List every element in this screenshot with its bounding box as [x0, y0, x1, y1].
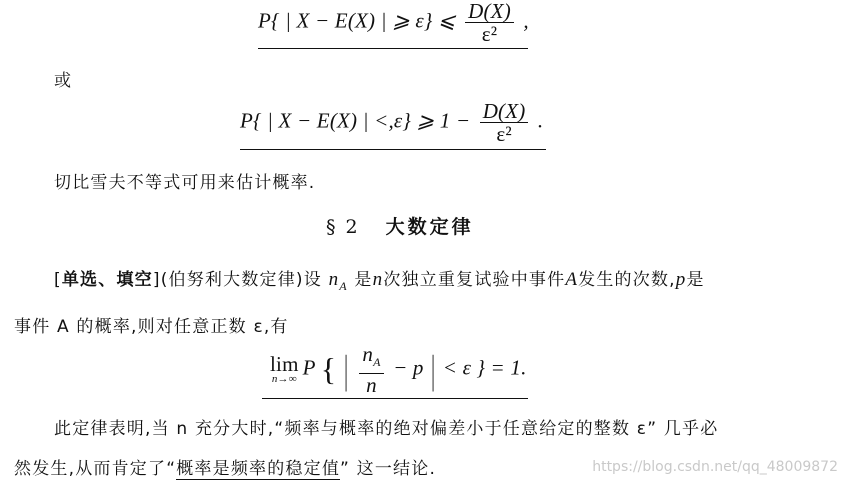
var-p: p	[675, 269, 687, 290]
var-A: A	[565, 269, 579, 290]
formula-chebyshev-lower	[240, 100, 543, 145]
left-brace: {	[320, 351, 337, 388]
theorem-line1-b: 是	[354, 270, 373, 290]
abs-bar-left: |	[343, 346, 348, 392]
explanation-line2-a: 然发生,从而肯定了“	[14, 459, 177, 479]
var-nA: $n_A$	[328, 269, 348, 293]
formula2-fraction	[480, 100, 529, 145]
section-heading	[326, 212, 474, 239]
theorem-tag-open: [	[54, 270, 62, 290]
formula3-fraction	[359, 343, 383, 396]
section-mark: § 2	[326, 216, 360, 238]
abs-bar-right: |	[431, 346, 436, 392]
formula2-tail: .	[537, 108, 544, 133]
theorem-tag: 单选、填空	[61, 270, 153, 290]
explanation-line2-b: ” 这一结论.	[340, 459, 437, 479]
var-nA-sub: A	[339, 278, 348, 293]
formula2-denominator: ε²	[496, 122, 512, 146]
lim-word: lim	[270, 352, 299, 377]
theorem-line1-c: 次独立重复试验中事件	[383, 270, 566, 290]
theorem-tag-close: ]	[152, 270, 161, 290]
theorem-line-1	[54, 265, 705, 294]
theorem-line-2: 事件 A 的概率,则对任意正数 ε,有	[14, 317, 289, 337]
formula3-minus-p: − p	[393, 355, 424, 380]
theorem-line1-e: 是	[686, 270, 705, 290]
explanation-line-2	[14, 454, 436, 479]
var-n: n	[372, 269, 384, 290]
formula2-numerator: D(X)	[480, 100, 529, 123]
formula2-left: P{ | X − E(X) | <,ε} ⩾ 1 −	[240, 108, 471, 133]
formula3-numerator: $n_A$	[359, 343, 383, 374]
conclusion-highlight: 概率是频率的稳定值	[176, 459, 341, 479]
formula1-underline	[258, 48, 528, 49]
theorem-line1-a: 设	[303, 270, 322, 290]
formula1-numerator: D(X)	[465, 0, 514, 23]
explanation-line-1: 此定律表明,当 n 充分大时,“频率与概率的绝对偏差小于任意给定的整数 ε” 几乎必	[54, 419, 719, 439]
formula3-denominator: n	[366, 373, 377, 398]
formula3-P: P	[302, 355, 316, 380]
formula3-tail: < ε } = 1.	[442, 355, 527, 380]
lim-block	[270, 354, 299, 385]
formula-chebyshev-upper	[258, 0, 529, 45]
theorem-line1-d: 发生的次数,	[578, 270, 676, 290]
formula1-left: P{ | X − E(X) | ⩾ ε} ⩽	[258, 8, 456, 33]
formula-bernoulli	[270, 343, 527, 396]
chebyshev-note: 切比雪夫不等式可用来估计概率.	[54, 173, 316, 193]
formula1-tail: ,	[523, 8, 529, 33]
or-word: 或	[54, 71, 73, 91]
theorem-name: (伯努利大数定律)	[160, 270, 304, 290]
formula1-denominator: ε²	[481, 22, 498, 46]
section-title: 大数定律	[385, 216, 474, 238]
watermark: https://blog.csdn.net/qq_48009872	[592, 459, 838, 475]
formula2-underline	[240, 149, 546, 150]
lim-subscript: n→∞	[271, 373, 297, 386]
formula1-fraction	[465, 0, 514, 45]
formula3-underline	[262, 398, 528, 399]
